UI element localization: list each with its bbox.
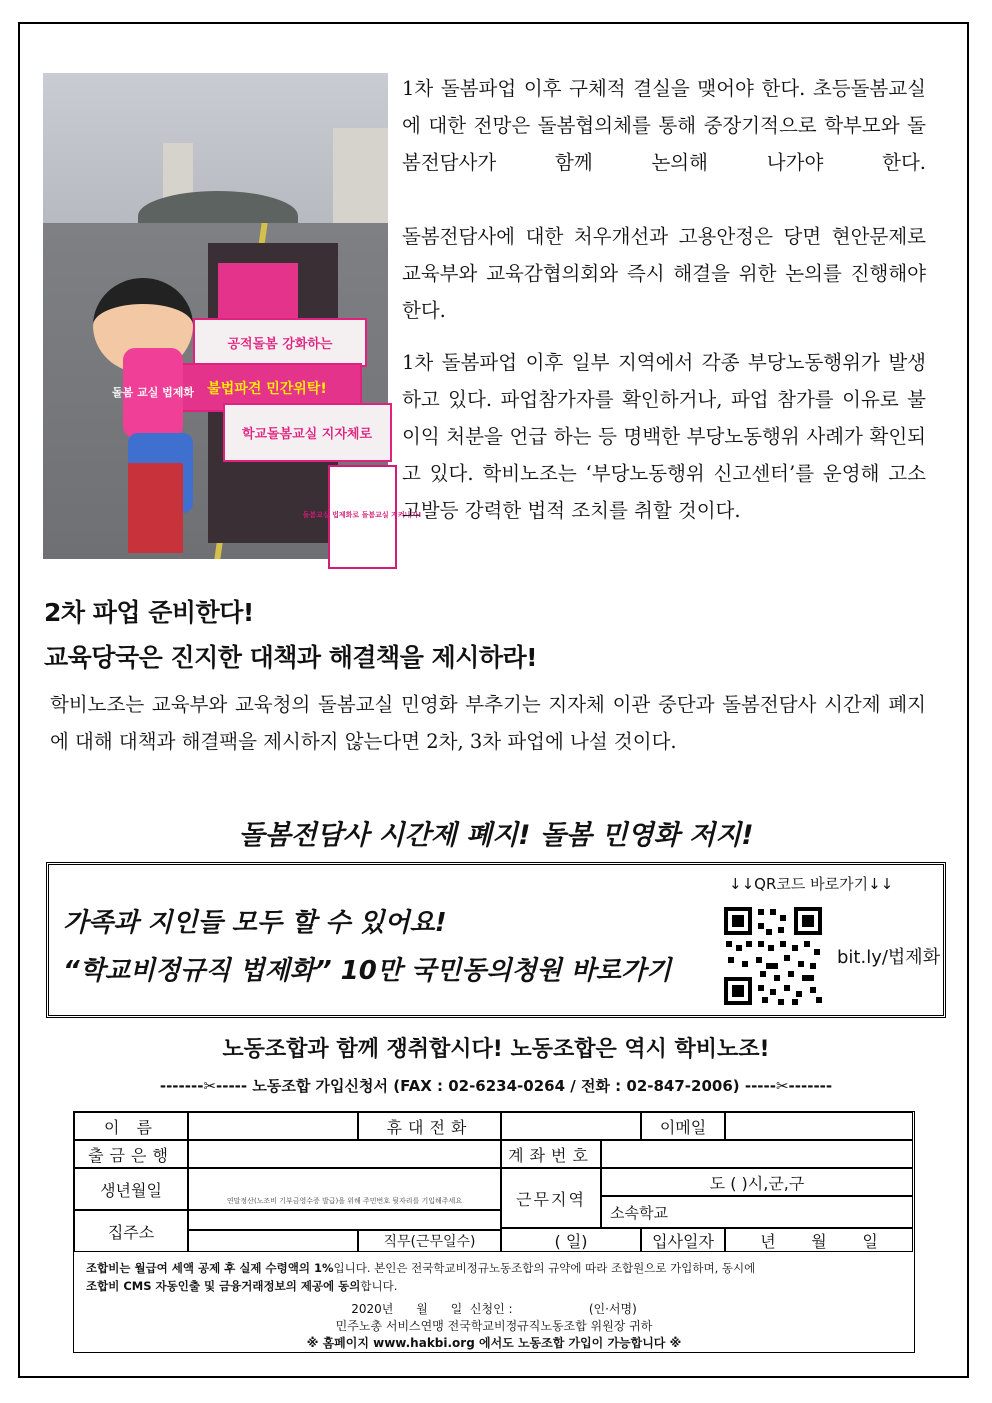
join-slogan: 노동조합과 함께 쟁취합시다! 노동조합은 역시 학비노조!: [222, 1037, 770, 1062]
section-heading-1: 2차 파업 준비한다!: [44, 598, 254, 627]
bank-label: 출금은행: [74, 1140, 188, 1168]
address-field[interactable]: [188, 1210, 501, 1230]
workplace-label: 근무지역: [501, 1168, 601, 1228]
application-header: -------✂----- 노동조합 가입신청서 (FAX : 02-6234-0264 / 전화 : 02-847-2006) -----✂-------: [159, 1077, 833, 1095]
intro-paragraph-2: 돌봄전담사에 대한 처우개선과 고용안정은 당면 현안문제로 교육부와 교육감협의회와 즉시 해결을 위한 논의를 진행해야 한다.: [402, 225, 926, 322]
notice-line-2-bold: 조합비 CMS 자동인출 및 금융거래정보의 제공에 동의: [86, 1279, 361, 1293]
account-field[interactable]: [601, 1140, 913, 1168]
notice-line-1: [86, 1260, 755, 1276]
petition-line-2: “학교비정규직 법제화” 10만 국민동의청원 바로가기: [63, 956, 672, 986]
sign-line: 2020년 월 일 신청인 : (인·서명): [351, 1302, 637, 1316]
application-form: [73, 1111, 915, 1353]
address-field-2[interactable]: [188, 1230, 358, 1252]
petition-box: [46, 862, 946, 1018]
rally-photo: [43, 73, 422, 559]
job-label: 직무(근무일수): [358, 1230, 501, 1252]
hand-sign-text: 돌봄교실 법제화로 돌봄교실 지켜내자!: [302, 511, 422, 519]
hire-label: 입사일자: [641, 1228, 725, 1252]
notice-line-1-rest: 입니다. 본인은 전국학교비정규노동조합의 규약에 따라 조합원으로 가입하며, 동시에: [333, 1261, 756, 1275]
phone-field[interactable]: [501, 1112, 641, 1140]
email-field[interactable]: [725, 1112, 913, 1140]
mascot-sign-text: 돌봄 교실 법제화: [111, 386, 195, 399]
banner-text-1: 공적돌봄 강화하는: [227, 337, 333, 352]
address-label: 집주소: [74, 1210, 188, 1252]
intro-paragraph-1: 1차 돌봄파업 이후 구체적 결실을 맺어야 한다. 초등돌봄교실에 대한 전망은 돌봄협의체를 통해 중장기적으로 학부모와 돌봄전담사가 함께 논의해 나가야 한다.: [402, 77, 926, 174]
main-slogan: 돌봄전담사 시간제 폐지! 돌봄 민영화 저지!: [238, 820, 754, 851]
name-label: 이 름: [74, 1112, 188, 1140]
notice-line-2: [86, 1278, 397, 1294]
birth-label: 생년월일: [74, 1168, 188, 1210]
intro-paragraph-3: 1차 돌봄파업 이후 일부 지역에서 각종 부당노동행위가 발생하고 있다. 파업참가자를 확인하거나, 파업 참가를 이유로 불이익 처분을 언급 하는 등 명백한 부당노동행위 사례가 확인되고 있다. 학비노조는 ‘부당노동행위 신고센터’를 운영해 고소고발등 강력한 법적 조치를 취할 것이다.: [402, 351, 926, 522]
account-label: 계좌번호: [501, 1140, 601, 1168]
banner-text-2: 불법파견 민간위탁!: [207, 381, 327, 397]
school-field[interactable]: 소속학교: [601, 1196, 913, 1228]
qr-caption: ↓↓QR코드 바로가기↓↓: [729, 875, 894, 893]
homepage-line: ※ 홈페이지 www.hakbi.org 에서도 노동조합 가입이 가능합니다 ※: [306, 1336, 682, 1350]
section-body: 학비노조는 교육부와 교육청의 돌봄교실 민영화 부추기는 지자체 이관 중단과 돌봄전담사 시간제 폐지에 대해 대책과 해결팩을 제시하지 않는다면 2차, 3차 파업에 나설 것이다.: [50, 693, 926, 753]
name-field[interactable]: [188, 1112, 358, 1140]
org-line: 민주노총 서비스연맹 전국학교비정규직노동조합 위원장 귀하: [335, 1319, 653, 1333]
bank-field[interactable]: [188, 1140, 501, 1168]
hire-date-field[interactable]: 년 월 일: [725, 1228, 913, 1252]
phone-label: 휴대전화: [358, 1112, 501, 1140]
section-heading-2: 교육당국은 진지한 대책과 해결책을 제시하라!: [44, 643, 538, 672]
days-field[interactable]: ( 일): [501, 1228, 641, 1252]
email-label: 이메일: [641, 1112, 725, 1140]
region-field[interactable]: 도 ( )시,군,구: [601, 1168, 913, 1196]
birth-field[interactable]: 연말정산(노조비 기부금영수증 발급)을 위해 주민번호 뒷자리를 기입해주세요: [188, 1168, 501, 1210]
notice-line-2-rest: 합니다.: [360, 1279, 398, 1293]
petition-line-1: 가족과 지인들 모두 할 수 있어요!: [63, 908, 447, 938]
banner-text-3: 학교돌봄교실 지자체로: [241, 427, 373, 442]
qr-url-link[interactable]: bit.ly/법제화: [837, 947, 941, 968]
qr-code-icon[interactable]: [722, 905, 824, 1007]
notice-line-1-bold: 조합비는 월급여 세액 공제 후 실제 수령액의 1%: [86, 1261, 334, 1275]
